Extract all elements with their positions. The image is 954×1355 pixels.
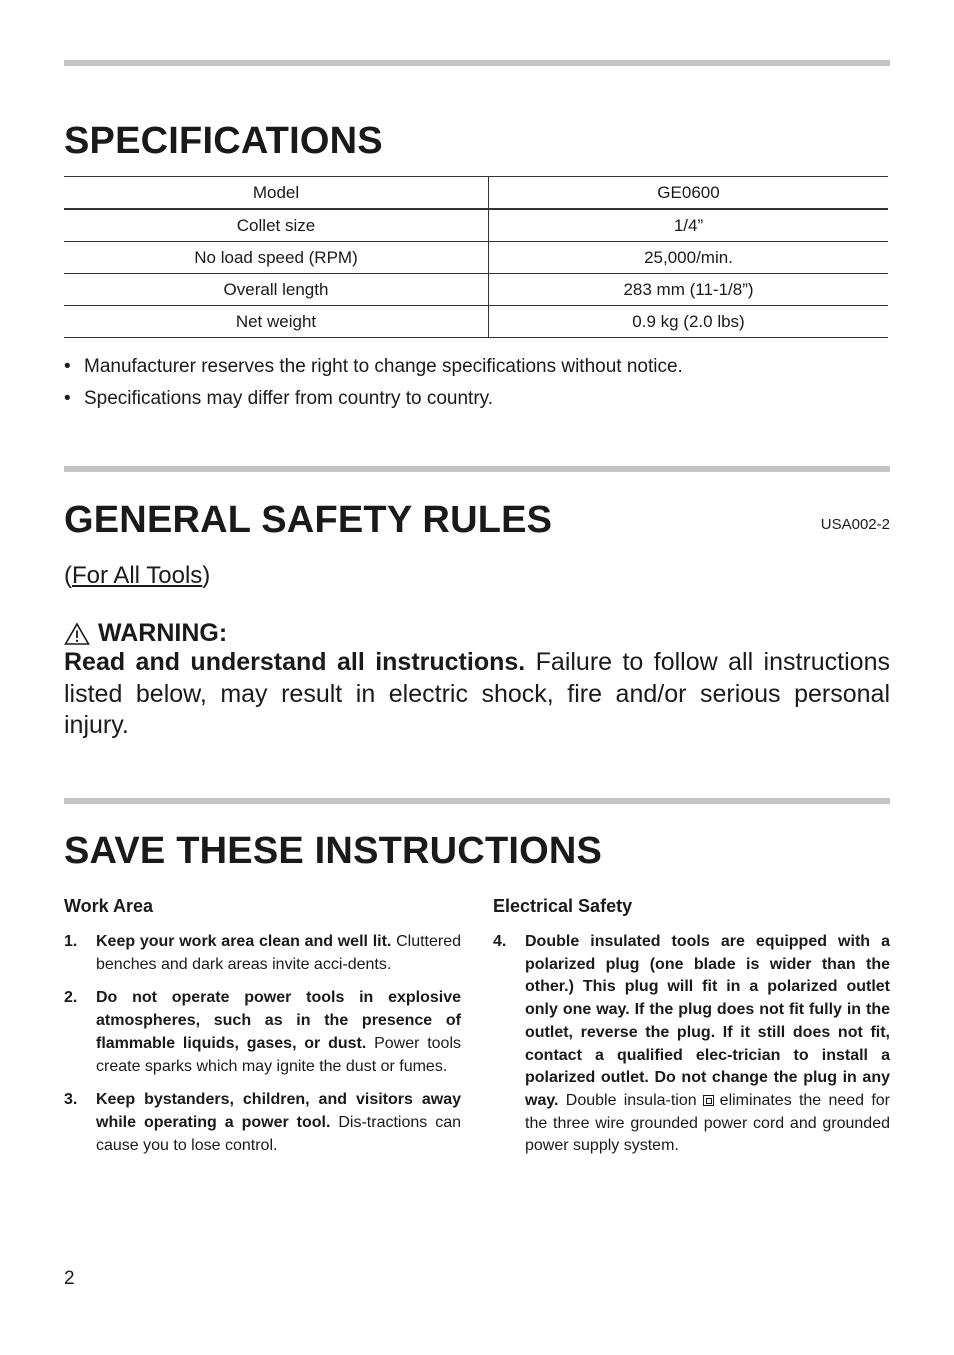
- warning-label: WARNING:: [98, 619, 228, 647]
- item-text: Dis-tractions can cause you to lose control.: [96, 1113, 461, 1154]
- section-divider-save: [64, 798, 890, 804]
- spec-label: Net weight: [64, 306, 489, 338]
- table-row: [64, 306, 888, 338]
- item-number: 3.: [64, 1091, 78, 1109]
- list-item: [493, 931, 890, 1158]
- list-item: [64, 355, 683, 387]
- specifications-notes: [64, 355, 683, 419]
- subtitle-text: For All Tools: [72, 562, 203, 589]
- note-text: Specifications may differ from country to country.: [84, 388, 494, 409]
- double-insulation-icon: [703, 1095, 714, 1106]
- item-text: Double insula-tion: [558, 1091, 697, 1109]
- warning-bold-text: Read and understand all instructions.: [64, 648, 526, 676]
- electrical-safety-heading: Electrical Safety: [493, 896, 633, 916]
- warning-triangle-icon: [64, 622, 90, 646]
- spec-value: 1/4”: [489, 209, 889, 242]
- safety-title: GENERAL SAFETY RULES: [64, 499, 553, 541]
- item-number: 2.: [64, 989, 78, 1007]
- item-bold-text: Keep bystanders, children, and visitors away while operating a power tool.: [96, 1091, 461, 1131]
- warning-heading: [64, 619, 227, 648]
- item-number: 1.: [64, 933, 78, 950]
- specifications-table: [64, 176, 888, 338]
- item-bold-text: Do not operate power tools in explosive atmospheres, such as in the presence of flammable liquids, gases, or dust.: [96, 989, 461, 1052]
- item-text-after: eliminates the need for the three wire grounded power cord and grounded power supply system.: [525, 1091, 891, 1155]
- spec-value: 283 mm (11-1/8”): [489, 274, 889, 306]
- warning-text: [64, 647, 890, 742]
- bullet: •: [64, 388, 71, 409]
- table-row: [64, 274, 888, 306]
- safety-subtitle: [64, 562, 210, 590]
- item-text: Power tools create sparks which may ignite the dust or fumes.: [96, 1034, 462, 1075]
- list-item: [64, 387, 683, 419]
- table-row: [64, 242, 888, 274]
- spec-value: GE0600: [489, 177, 889, 210]
- table-row: [64, 209, 888, 242]
- spec-value: 0.9 kg (2.0 lbs): [489, 306, 889, 338]
- page-number: 2: [64, 1268, 75, 1289]
- work-area-column: [64, 896, 461, 1168]
- document-id: USA002-2: [820, 516, 890, 533]
- spec-label: Overall length: [64, 274, 489, 306]
- item-number: 4.: [493, 933, 507, 950]
- work-area-heading: Work Area: [64, 896, 154, 916]
- note-text: Manufacturer reserves the right to change specifications without notice.: [84, 356, 683, 377]
- subtitle-close: ): [202, 562, 211, 589]
- electrical-safety-column: [493, 896, 890, 1169]
- item-bold-text: Double insulated tools are equipped with a polarized plug (one blade is wider than the other.) This plug will fit in a polarized outlet only one way. If the plug does not fit fully in the outlet, reverse the plug. If it still does not fit, contact a qualified elec-trician to install a polarized outlet. Do not change the plug in any way.: [525, 933, 890, 1109]
- spec-value: 25,000/min.: [489, 242, 889, 274]
- spec-label: Collet size: [64, 209, 489, 242]
- spec-label: Model: [64, 177, 489, 210]
- item-text: Cluttered benches and dark areas invite acci-dents.: [96, 933, 461, 973]
- spec-label: No load speed (RPM): [64, 242, 489, 274]
- item-bold-text: Keep your work area clean and well lit.: [96, 933, 392, 950]
- list-item: [64, 1089, 461, 1157]
- section-divider-safety: [64, 466, 890, 472]
- list-item: [64, 931, 461, 976]
- table-row: [64, 177, 888, 210]
- list-item: [64, 987, 461, 1078]
- bullet: •: [64, 356, 71, 377]
- subtitle-open: (: [64, 562, 72, 589]
- section-divider-top: [64, 60, 890, 66]
- warning-body-text: Failure to follow all instructions listed below, may result in electric shock, fire and/or serious personal injury.: [64, 648, 890, 739]
- save-title: SAVE THESE INSTRUCTIONS: [64, 830, 603, 872]
- specifications-title: SPECIFICATIONS: [64, 120, 383, 162]
